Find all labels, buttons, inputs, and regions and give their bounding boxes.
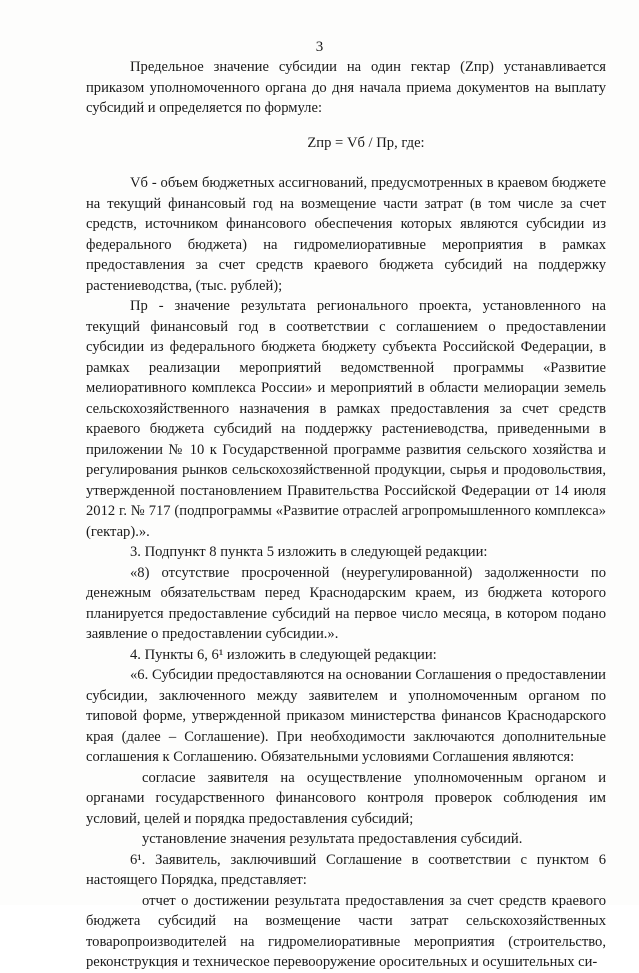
paragraph-result-value: установление значения результата предоставления субсидий. — [142, 831, 523, 847]
paragraph-pr-definition: Пр - значение результата регионального проекта, установленного на текущий финансовый год в соответствии с соглашением о предоставлении субсидии из федерального бюджета бюджету субъекта Российской Федерации, в рамках реализации мероприятий ведомственной программы «Развитие мелиоративного комплекса России» и мероприятий в области мелиорации земель сельскохозяйственного назначения в рамках предоставления за счет средств краевого бюджета субсидий на поддержку растениеводства, приведенными в приложении № 10 к Государственной программе развития сельского хозяйства и регулирования рынков сельскохозяйственной продукции, сырья и продовольствия, утвержденной постановлением Правительства Российской Федерации от 14 июля 2012 г. № 717 (подпрограммы «Развитие отраслей агропромышленного комплекса» (гектар).». — [86, 298, 606, 540]
paragraph-subsidy-limit: Предельное значение субсидии на один гектар (Zпр) устанавливается приказом уполномоченного органа до дня начала приема документов на выплату субсидий и определяется по формуле: — [86, 59, 606, 116]
paragraph-subitem-8: «8) отсутствие просроченной (неурегулированной) задолженности по денежным обязательствам перед Краснодарским краем, из бюджета которого планируется предоставление субсидий на первое число месяца, в котором подано заявление о предоставлении субсидии.». — [86, 564, 606, 642]
paragraph-item-6-1: 6¹. Заявитель, заключивший Соглашение в соответствии с пунктом 6 настоящего Порядка, представляет: — [86, 851, 606, 888]
paragraph-report: отчет о достижении результата предоставления за счет средств краевого бюджета субсидий на возмещение части затрат сельскохозяйственных товаропроизводителей на гидромелиоративные мероприятия (строительство, реконструкция и техническое перевооружение оросительных и осушительных си- — [86, 892, 606, 970]
paragraph-item-4: 4. Пункты 6, 6¹ изложить в следующей редакции: — [130, 646, 437, 663]
paragraph-consent: согласие заявителя на осуществление уполномоченным органом и органами государственного финансового контроля проверок соблюдения им условий, целей и порядка предоставления субсидий; — [86, 769, 606, 827]
page-number: 3 — [315, 39, 324, 55]
document-body — [86, 57, 606, 973]
paragraph-item-6: «6. Субсидии предоставляются на основании Соглашения о предоставлении субсидии, заключенного между заявителем и уполномоченным органом по типовой форме, утвержденной приказом министерства финансов Краснодарского края (далее – Соглашение). При необходимости заключаются дополнительные соглашения к Соглашению. Обязательными условиями Соглашения являются: — [86, 667, 606, 765]
paragraph-vb-definition: Vб - объем бюджетных ассигнований, предусмотренных в краевом бюджете на текущий финансовый год на возмещение части затрат (в том числе за счет средств, источником финансового обеспечения которых являются субсидии из федерального бюджета) на гидромелиоративные мероприятия в рамках предоставления за счет средств краевого бюджета субсидий на поддержку растениеводства, (тыс. рублей); — [86, 175, 606, 294]
formula: Zпр = Vб / Пр, где: — [307, 134, 425, 151]
paragraph-item-3: 3. Подпункт 8 пункта 5 изложить в следующей редакции: — [130, 544, 488, 560]
